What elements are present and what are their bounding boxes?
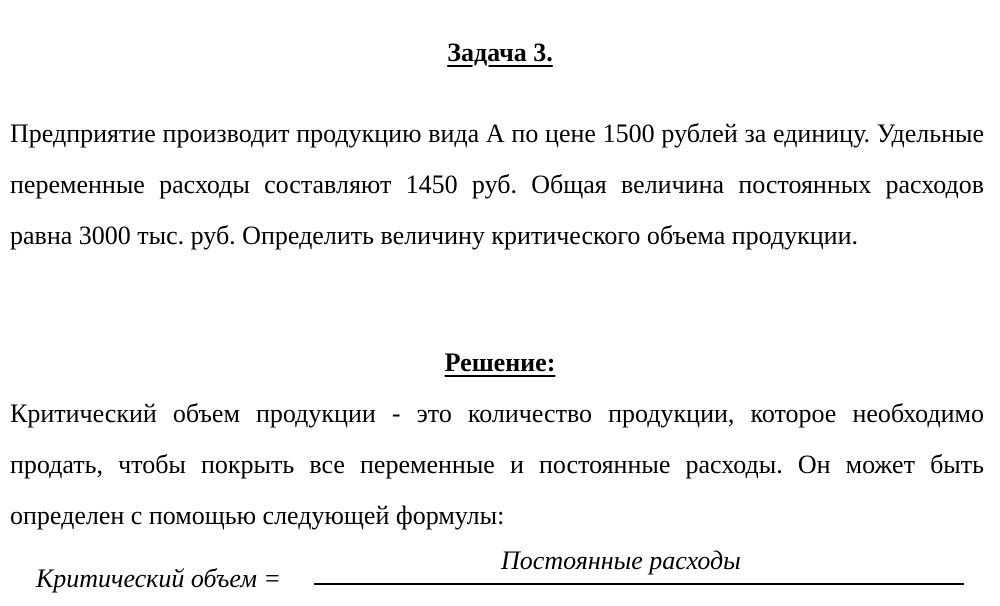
solution-title: Решение:: [444, 348, 556, 377]
formula-lhs: Критический объем =: [36, 564, 281, 593]
formula-numerator: Постоянные расходы: [501, 546, 741, 575]
problem-statement: Предприятие производит продукцию вида А по цене 1500 рублей за единицу. Удельные переменные расходы составляют 1450 руб. Общая величина постоянных расходов равна 3000 тыс. руб. Определить величину критического объема продукции.: [10, 119, 984, 250]
fraction-bar: [314, 583, 964, 585]
task-title: Задача 3.: [447, 38, 553, 67]
critical-volume-formula: [36, 546, 966, 606]
solution-text: Критический объем продукции - это количество продукции, которое необходимо продать, чтобы покрыть все переменные и постоянные расходы. Он может быть определен с помощью следующей формулы:: [10, 399, 984, 530]
